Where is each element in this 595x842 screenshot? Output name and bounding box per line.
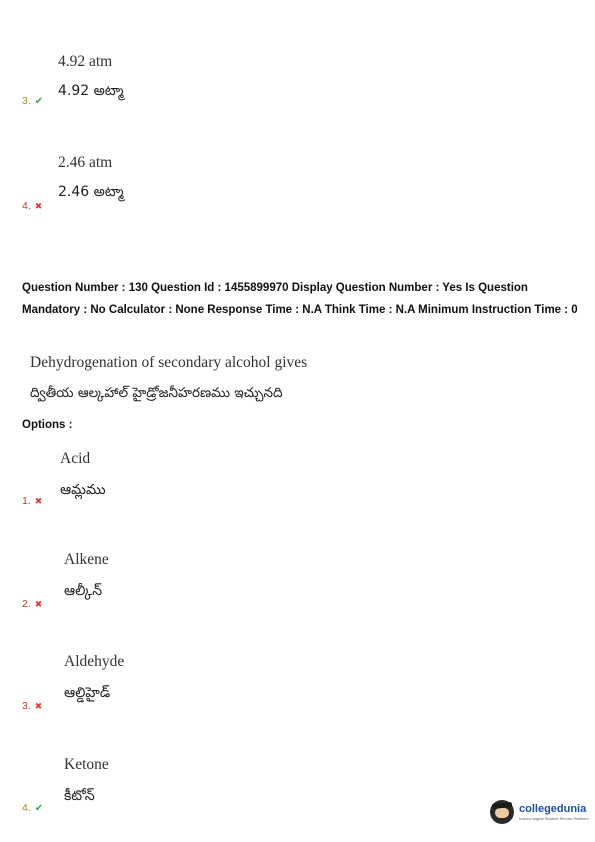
option-1-telugu: ఆమ్లము <box>60 482 106 498</box>
option-number: 2. <box>22 598 31 610</box>
prev-option-3-number <box>22 95 43 107</box>
option-number: 4. <box>22 200 31 212</box>
logo-tagline: India's largest Student Review Platform <box>519 815 589 821</box>
question-text-telugu: ద్వితీయ ఆల్కహాల్ హైడ్రోజనీహరణము ఇచ్చునది <box>30 385 283 401</box>
option-4-english: Ketone <box>64 756 109 773</box>
prev-option-3-english: 4.92 atm <box>58 53 113 70</box>
option-2-number <box>22 598 42 610</box>
option-2-telugu: ఆల్కీన్ <box>64 583 103 599</box>
option-1-number <box>22 495 42 507</box>
option-number: 1. <box>22 495 31 507</box>
graduate-avatar-icon <box>490 800 514 824</box>
option-4-telugu: కీటోన్ <box>64 788 95 804</box>
option-3-english: Aldehyde <box>64 653 125 670</box>
option-1-english: Acid <box>60 450 91 467</box>
question-meta: Question Number : 130 Question Id : 1455899970 Display Question Number : Yes Is Question Mandatory : No Calculator : None Response Time : N.A Think Time : N.A Minimum Instruction Time : 0 <box>22 282 578 316</box>
wrong-cross-icon: ✖ <box>34 598 43 609</box>
question-text-english: Dehydrogenation of secondary alcohol gives <box>30 354 308 371</box>
correct-check-icon: ✔ <box>34 95 44 107</box>
prev-option-4-telugu: 2.46 అట్మా <box>58 184 124 200</box>
wrong-cross-icon: ✖ <box>34 700 43 711</box>
logo-name: collegedunia <box>519 802 587 815</box>
collegedunia-logo <box>490 800 589 824</box>
option-number: 3. <box>22 700 31 712</box>
prev-option-4-number <box>22 200 42 212</box>
option-3-number <box>22 700 42 712</box>
correct-check-icon: ✔ <box>34 802 44 814</box>
option-4-number <box>22 802 43 814</box>
wrong-cross-icon: ✖ <box>34 200 43 211</box>
wrong-cross-icon: ✖ <box>34 495 43 506</box>
options-label: Options : <box>22 419 73 431</box>
prev-option-3-telugu: 4.92 అట్మా <box>58 83 124 99</box>
option-number: 3. <box>22 95 31 107</box>
option-3-telugu: ఆల్డిహైడ్ <box>64 685 111 701</box>
prev-option-4-english: 2.46 atm <box>58 154 113 171</box>
option-number: 4. <box>22 802 31 814</box>
option-2-english: Alkene <box>64 551 109 568</box>
